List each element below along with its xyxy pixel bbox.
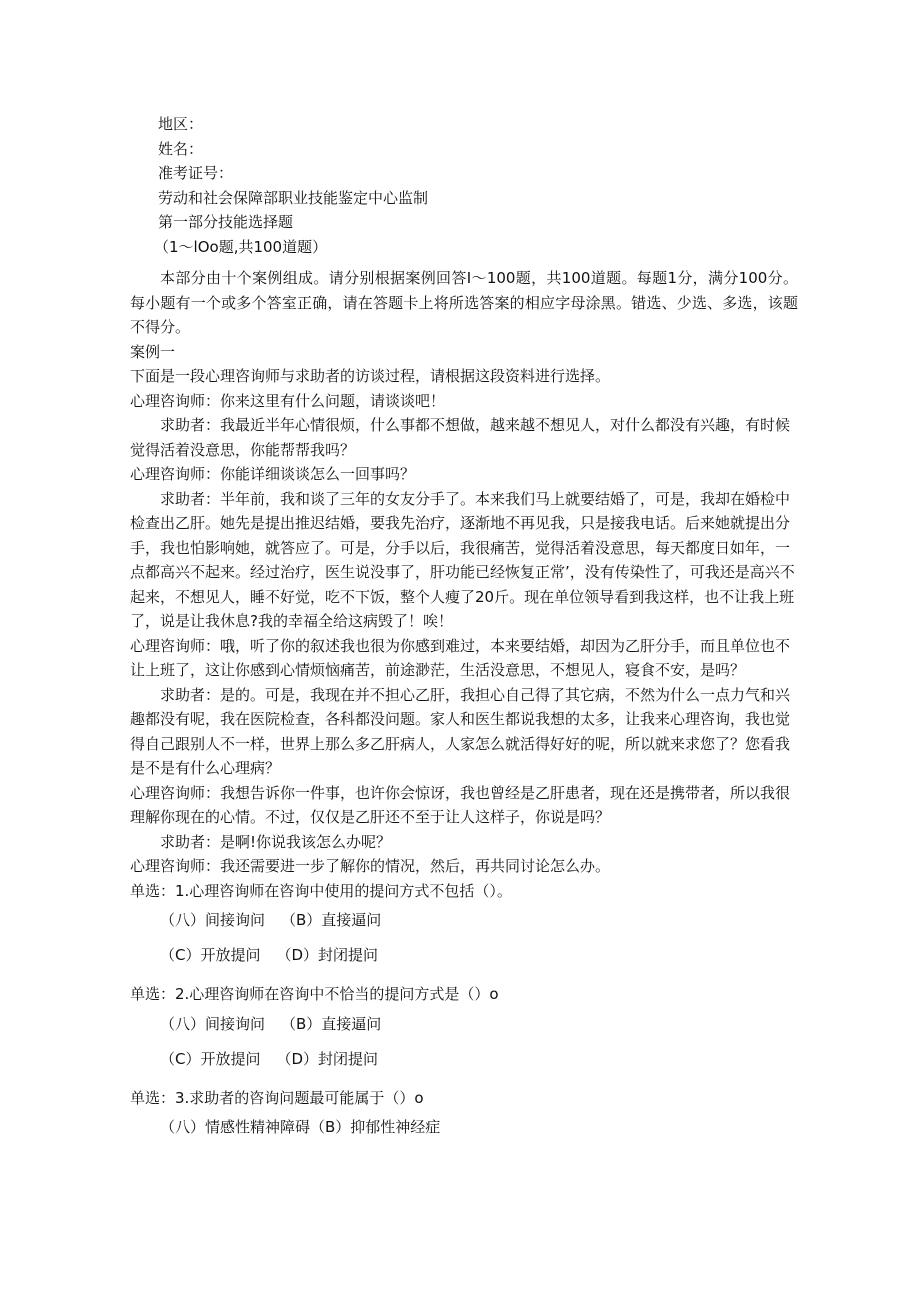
option-d[interactable]: （D）封闭提问 xyxy=(276,1049,379,1068)
question-stem: 单选：1.心理咨询师在咨询中使用的提问方式不包括（）。 xyxy=(130,881,512,900)
counselor-line: 心理咨询师：你来这里有什么问题，请谈谈吧！ xyxy=(130,391,446,410)
option-row xyxy=(130,1110,798,1145)
case-title: 案例一 xyxy=(130,342,176,361)
option-c[interactable]: （C）开放提问 xyxy=(160,1049,261,1068)
option-row xyxy=(130,903,798,938)
option-row xyxy=(130,1007,798,1042)
option-b[interactable]: （B）直接逼问 xyxy=(281,911,382,929)
counselor-line: 心理咨询师：我还需要进一步了解你的情况，然后，再共同讨论怎么办。 xyxy=(130,857,611,875)
option-a[interactable]: （八）间接询问 xyxy=(160,911,266,929)
exam-page xyxy=(130,112,798,1145)
option-row xyxy=(130,1042,798,1077)
client-line: 求助者：是啊!你说我该怎么办呢？ xyxy=(160,832,392,851)
option-d[interactable]: （D）封闭提问 xyxy=(276,946,379,964)
option-a[interactable]: （八）情感性精神障碍 xyxy=(160,1118,311,1136)
region-label: 地区： xyxy=(158,115,204,133)
name-label: 姓名： xyxy=(158,139,204,158)
option-a[interactable]: （八）间接询问 xyxy=(160,1014,266,1033)
option-b[interactable]: （B）直接逼问 xyxy=(281,1014,382,1033)
exam-number-label: 准考证号： xyxy=(158,164,234,182)
option-b[interactable]: （B）抑郁性神经症 xyxy=(310,1118,441,1136)
client-line: 求助者：半年前，我和谈了三年的女友分手了。本来我们马上就要结婚了，可是，我却在婚检中检查出乙肝。她先是提出推迟结婚，要我先治疗，逐渐地不再见我，只是接我电话。后来她就提出分手，我也怕影响她，就答应了。可是，分手以后，我很痛苦，觉得活着没意思，每天都度日如年，一点都高兴不起来。经过治疗，医生说没事了，肝功能已经恢复正常’，没有传染性了，可我还是高兴不起来，不想见人，睡不好觉，吃不下饭，整个人瘦了20斤。现在单位领导看到我这样，也不让我上班了，说是让我休息?我的幸福全给这病毁了！唉！ xyxy=(130,489,795,630)
supervisor-line: 劳动和社会保障部职业技能鉴定中心监制 xyxy=(158,188,429,207)
counselor-line: 心理咨询师：你能详细谈谈怎么一回事吗？ xyxy=(130,465,416,483)
client-line: 求助者：我最近半年心情很烦，什么事都不想做，越来越不想见人，对什么都没有兴趣，有时候觉得活着没意思，你能帮帮我吗？ xyxy=(130,416,791,459)
instructions-paragraph: 本部分由十个案例组成。请分别根据案例回答I～100题，共100道题。每题1分，满分100分。每小题有一个或多个答室正确，请在答题卡上将所选答案的相应字母涂黑。错选、少选、多选，该题不得分。 xyxy=(130,269,798,336)
option-c[interactable]: （C）开放提问 xyxy=(160,946,261,964)
counselor-line: 心理咨询师：哦，听了你的叙述我也很为你感到难过，本来要结婚，却因为乙肝分手，而且单位也不让上班了，这让你感到心情烦恼痛苦，前途渺茫，生活没意思，不想见人，寝食不安，是吗？ xyxy=(130,636,791,679)
case-intro: 下面是一段心理咨询师与求助者的访谈过程，请根据这段资料进行选择。 xyxy=(130,367,611,385)
question-range: （1～lOo题,共100道题） xyxy=(154,237,328,256)
counselor-line: 心理咨询师：我想告诉你一件事，也许你会惊讶，我也曾经是乙肝患者，现在还是携带者，所以我很理解你现在的心情。不过，仅仅是乙肝还不至于让人这样子，你说是吗？ xyxy=(130,783,791,826)
question-stem: 单选：3.求助者的咨询问题最可能属于（）o xyxy=(130,1088,424,1107)
question-stem: 单选：2.心理咨询师在咨询中不恰当的提问方式是（）o xyxy=(130,985,499,1003)
part-title: 第一部分技能选择题 xyxy=(158,213,294,231)
client-line: 求助者：是的。可是，我现在并不担心乙肝，我担心自己得了其它病，不然为什么一点力气和兴趣都没有呢，我在医院检查，各科都没问题。家人和医生都说我想的太多，让我来心理咨询，我也觉得自己跟别人不一样，世界上那么多乙肝病人，人家怎么就活得好好的呢，所以就来求您了？您看我是不是有什么心理病？ xyxy=(130,685,791,777)
option-row xyxy=(130,938,798,973)
